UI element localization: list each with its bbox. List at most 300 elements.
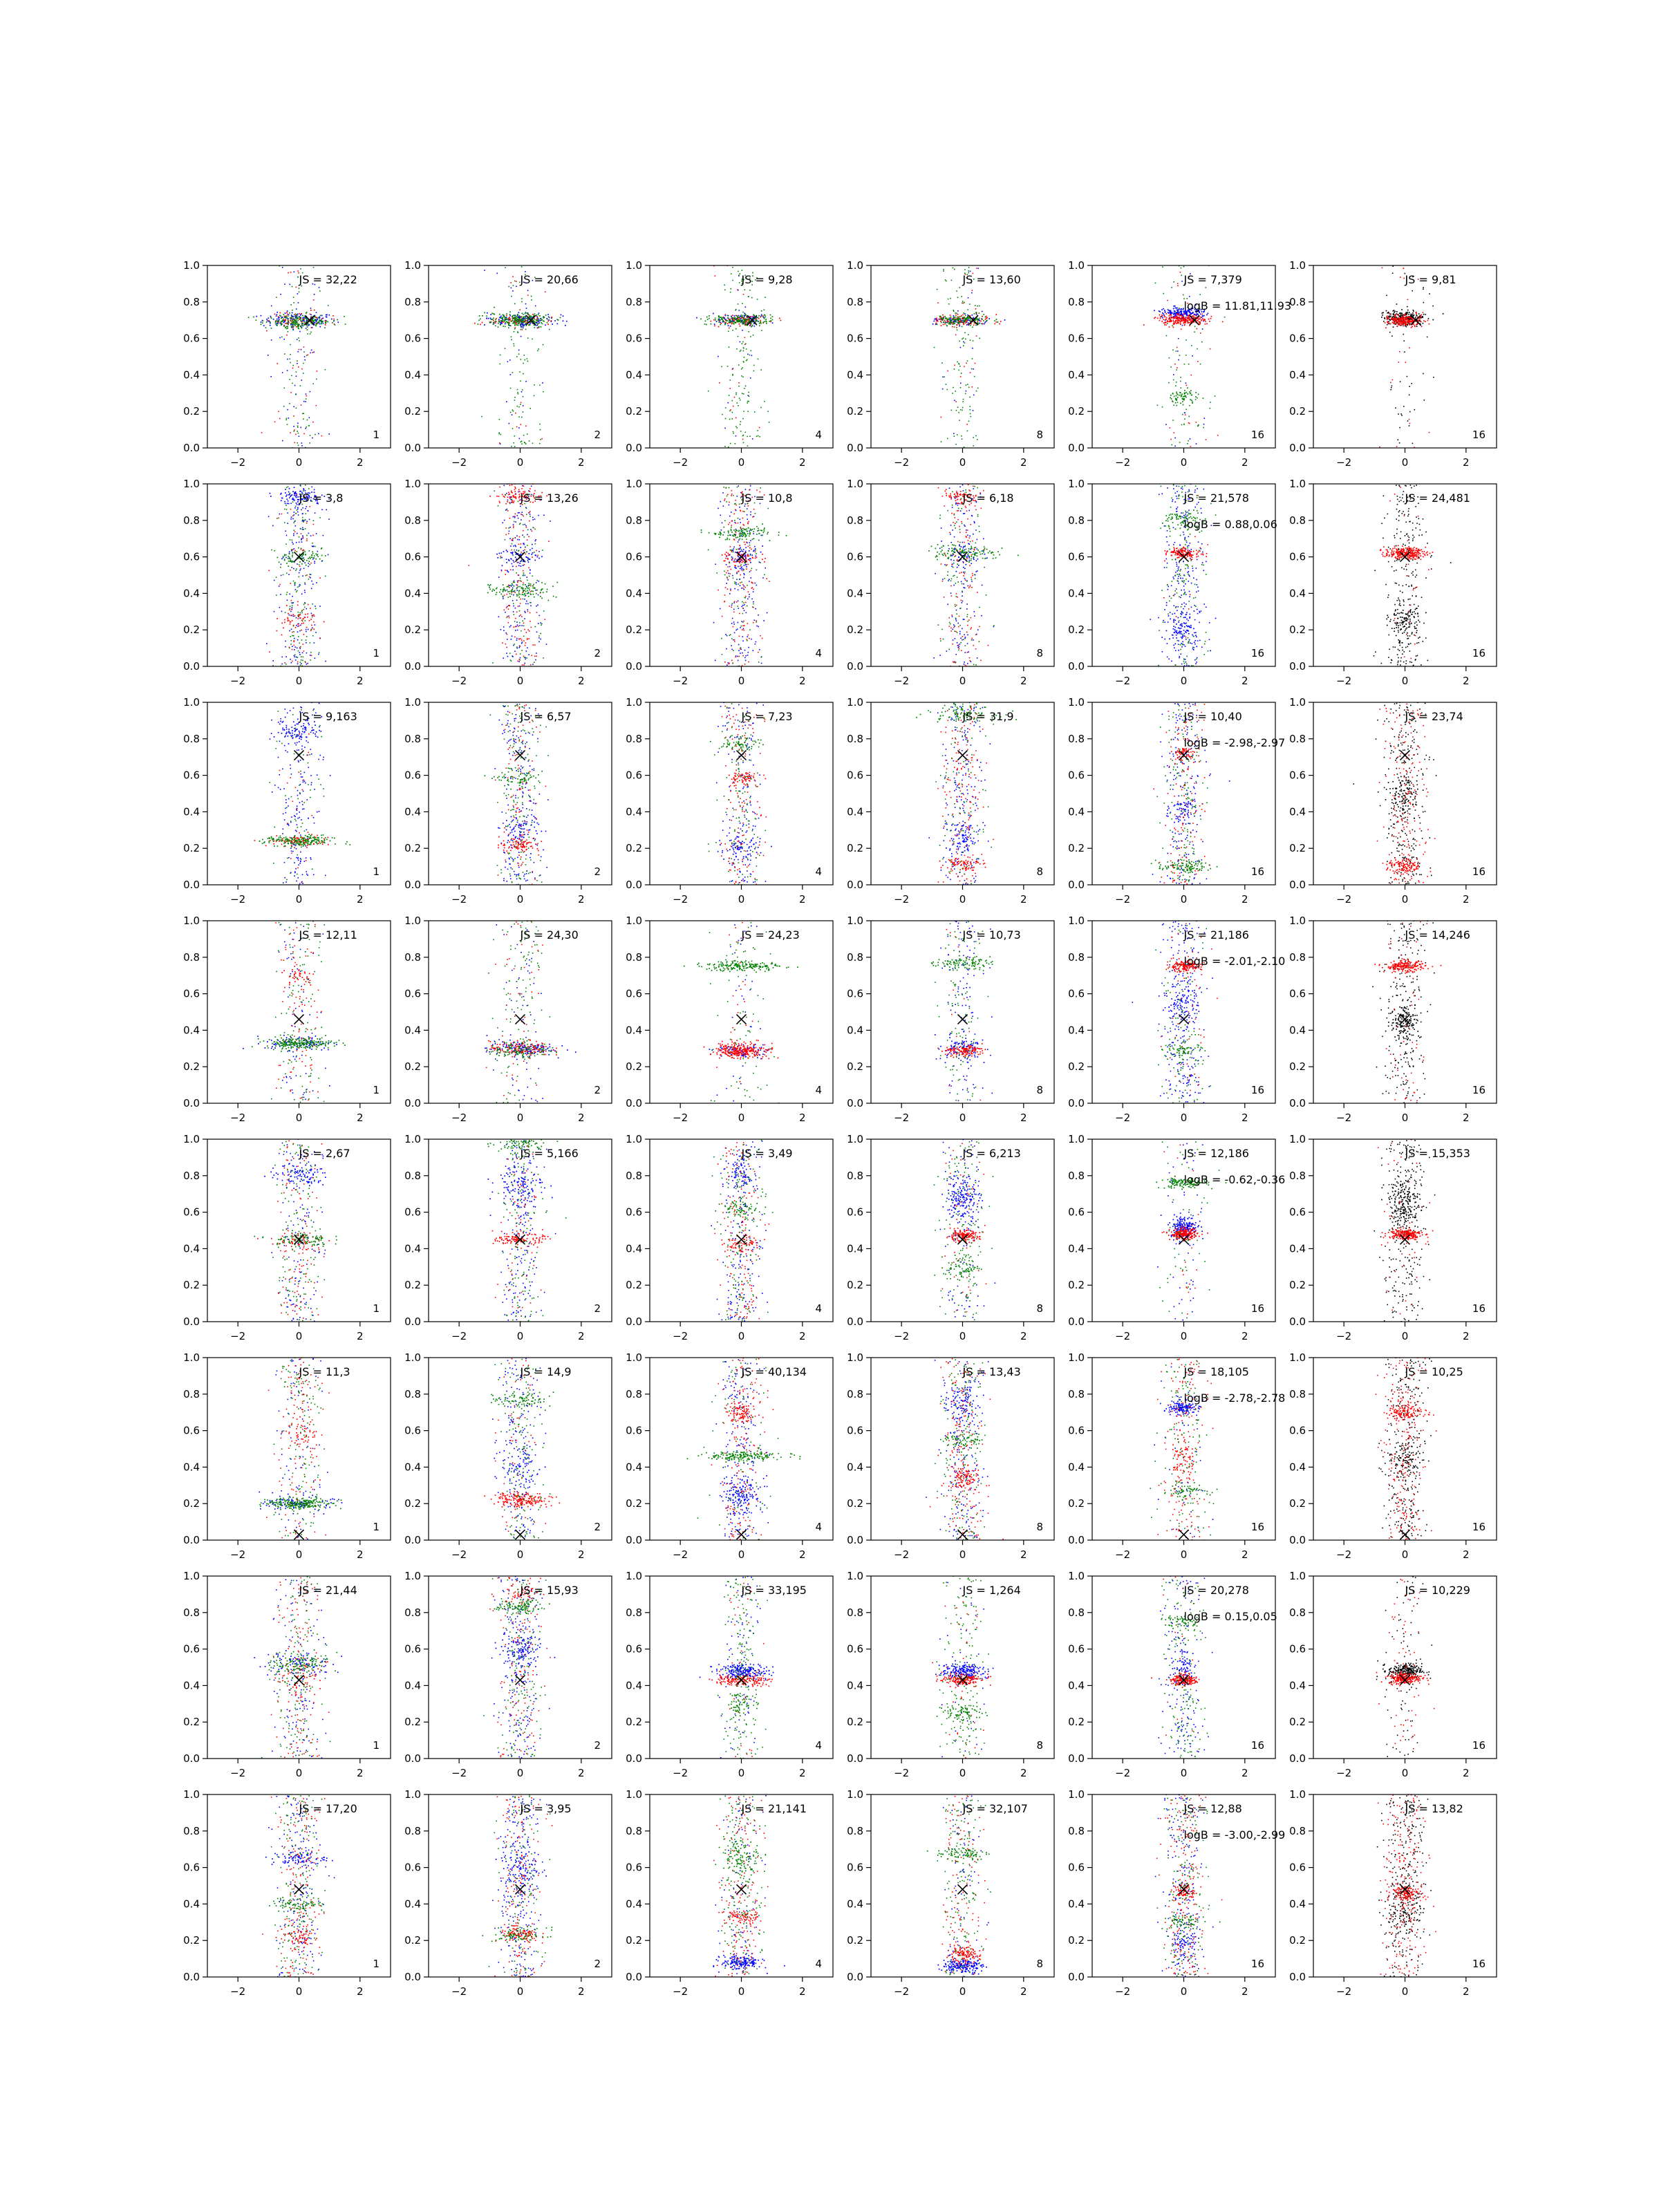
data-point (292, 661, 293, 662)
data-point (1405, 319, 1407, 321)
data-point (740, 421, 742, 422)
data-point (302, 315, 303, 317)
data-point (321, 318, 323, 319)
data-point (313, 321, 315, 323)
data-point (296, 375, 297, 377)
data-point (956, 312, 957, 314)
data-point (301, 563, 303, 565)
data-point (1187, 387, 1188, 388)
data-point (516, 646, 518, 648)
data-point (502, 494, 503, 496)
data-point (512, 540, 514, 541)
data-point (538, 637, 540, 639)
data-point (521, 581, 522, 582)
data-point (718, 317, 720, 318)
data-point (292, 491, 294, 492)
data-point (1192, 316, 1193, 317)
data-point (1403, 318, 1405, 319)
data-point (295, 496, 297, 497)
data-point (524, 550, 525, 551)
data-point (523, 411, 524, 413)
data-point (303, 644, 304, 645)
data-point (305, 583, 306, 585)
data-point (301, 368, 303, 370)
data-point (299, 288, 300, 289)
data-point (290, 640, 292, 641)
data-point (512, 583, 513, 585)
data-point (954, 320, 955, 321)
data-point (1180, 272, 1181, 273)
data-point (312, 554, 313, 556)
data-point (294, 615, 296, 617)
data-point (262, 322, 263, 324)
data-point (531, 627, 532, 628)
data-point (1407, 376, 1408, 377)
data-point (968, 334, 969, 335)
y-tick-label: 0.6 (847, 332, 863, 345)
data-point (755, 583, 756, 584)
data-point (738, 590, 739, 591)
data-point (279, 607, 281, 608)
data-point (272, 660, 274, 662)
data-point (546, 591, 547, 592)
data-point (977, 439, 978, 440)
data-point (540, 592, 541, 593)
data-point (311, 613, 312, 615)
data-point (525, 303, 527, 305)
data-point (311, 588, 312, 590)
y-tick-label: 0.2 (183, 405, 200, 418)
data-point (306, 653, 308, 654)
data-point (290, 320, 292, 321)
data-point (1167, 323, 1168, 324)
data-point (739, 282, 740, 283)
data-point (274, 611, 275, 612)
data-point (732, 321, 733, 323)
data-point (299, 585, 300, 587)
data-point (941, 441, 942, 442)
data-point (1382, 312, 1384, 313)
y-tick-label: 0.4 (847, 368, 863, 381)
data-point (1174, 323, 1176, 324)
data-point (539, 443, 541, 444)
data-point (760, 552, 762, 553)
data-point (737, 628, 738, 630)
data-point (281, 623, 283, 624)
data-point (526, 317, 527, 319)
data-point (529, 590, 530, 591)
data-point (292, 310, 293, 311)
data-point (944, 316, 946, 317)
data-point (746, 321, 747, 322)
data-point (1181, 424, 1183, 426)
data-point (276, 518, 278, 519)
data-point (486, 318, 487, 319)
data-point (290, 362, 291, 364)
data-point (505, 612, 506, 613)
data-point (733, 317, 734, 319)
data-point (534, 552, 535, 553)
data-point (1162, 267, 1163, 268)
data-point (735, 435, 737, 437)
data-point (1177, 285, 1179, 287)
data-point (534, 313, 536, 315)
data-point (286, 326, 288, 328)
data-point (1183, 322, 1185, 324)
data-point (503, 630, 505, 631)
data-point (491, 313, 493, 315)
data-point (995, 314, 997, 315)
data-point (953, 315, 955, 317)
data-point (479, 315, 480, 317)
data-point (527, 529, 529, 531)
data-point (522, 312, 523, 314)
data-point (524, 355, 525, 356)
data-point (312, 438, 313, 439)
data-point (298, 337, 299, 339)
data-point (303, 554, 304, 555)
data-point (1173, 321, 1174, 322)
data-point (313, 520, 315, 521)
data-point (284, 555, 285, 556)
data-point (545, 583, 546, 585)
cluster-c2 (935, 268, 1001, 424)
data-point (276, 618, 278, 619)
data-point (740, 341, 741, 343)
data-point (975, 435, 977, 437)
data-point (268, 570, 270, 572)
data-point (304, 592, 306, 593)
data-point (730, 589, 731, 590)
data-point (272, 525, 274, 527)
data-point (749, 597, 750, 598)
data-point (283, 326, 285, 327)
data-point (729, 319, 731, 320)
data-point (292, 494, 293, 496)
y-tick-label: 1.0 (1068, 259, 1085, 272)
data-point (934, 321, 935, 322)
data-point (753, 335, 754, 336)
data-point (513, 285, 514, 286)
data-point (299, 570, 301, 571)
data-point (511, 337, 512, 338)
data-point (503, 626, 505, 628)
corner-label: 4 (815, 429, 822, 441)
data-point (760, 369, 762, 371)
data-point (333, 319, 335, 320)
data-point (750, 512, 751, 513)
data-point (1383, 321, 1385, 322)
data-point (513, 538, 514, 539)
data-point (309, 550, 310, 552)
data-point (947, 438, 948, 440)
data-point (756, 641, 757, 643)
data-point (758, 435, 759, 437)
data-point (727, 635, 728, 637)
data-point (737, 656, 738, 657)
data-point (967, 384, 968, 385)
data-point (749, 547, 751, 549)
data-point (747, 514, 748, 516)
data-point (292, 602, 294, 603)
data-point (724, 285, 725, 286)
data-point (966, 424, 968, 425)
data-point (317, 323, 319, 324)
data-point (755, 608, 756, 610)
data-point (301, 533, 302, 534)
data-point (286, 563, 288, 564)
data-point (531, 554, 532, 555)
data-point (517, 314, 518, 315)
data-point (1382, 315, 1383, 316)
data-point (509, 503, 511, 505)
data-point (285, 317, 286, 318)
data-point (534, 644, 536, 646)
data-point (490, 317, 491, 319)
data-point (538, 320, 539, 321)
data-point (305, 519, 306, 521)
panel-r1-c5 (1068, 259, 1291, 469)
y-tick-label: 0.0 (1068, 442, 1085, 454)
data-point (315, 434, 316, 435)
data-point (964, 313, 966, 315)
data-point (969, 303, 971, 305)
data-point (295, 646, 297, 648)
data-point (965, 339, 966, 340)
data-point (745, 432, 747, 433)
data-point (295, 434, 297, 435)
data-point (730, 443, 731, 444)
data-point (525, 381, 527, 382)
data-point (526, 527, 527, 528)
data-point (312, 352, 314, 353)
data-point (312, 635, 314, 637)
data-point (314, 310, 315, 311)
data-point (1409, 419, 1410, 420)
data-point (937, 289, 938, 290)
data-point (968, 319, 969, 321)
data-point (1179, 320, 1180, 321)
data-point (1155, 317, 1156, 318)
data-point (303, 650, 305, 652)
data-point (1179, 308, 1180, 309)
data-point (289, 630, 290, 632)
data-point (286, 494, 288, 496)
data-point (281, 500, 282, 501)
data-point (1187, 443, 1188, 444)
data-point (500, 324, 501, 326)
data-point (725, 407, 727, 409)
data-point (1415, 317, 1416, 318)
x-tick-label: 2 (578, 456, 585, 469)
data-point (513, 524, 514, 525)
data-point (525, 554, 527, 555)
data-point (514, 322, 515, 324)
data-point (1182, 316, 1183, 317)
data-point (518, 393, 519, 395)
data-point (285, 323, 286, 324)
data-point (1162, 315, 1163, 317)
data-point (294, 583, 296, 585)
data-point (281, 318, 282, 319)
data-point (501, 570, 503, 572)
data-point (744, 289, 746, 290)
data-point (268, 317, 270, 319)
data-point (324, 320, 326, 321)
data-point (289, 648, 290, 649)
data-point (499, 503, 500, 504)
data-point (500, 557, 501, 559)
data-point (513, 606, 514, 607)
data-point (292, 323, 294, 324)
data-point (1181, 308, 1182, 310)
data-point (553, 596, 554, 597)
data-point (1181, 329, 1182, 330)
data-point (740, 350, 742, 351)
data-point (511, 339, 512, 341)
data-point (505, 318, 506, 319)
data-point (1186, 392, 1188, 393)
data-point (744, 315, 746, 316)
data-point (741, 566, 742, 568)
data-point (707, 319, 709, 320)
data-point (303, 363, 304, 364)
data-point (1175, 315, 1177, 316)
data-point (294, 431, 295, 432)
data-point (1159, 310, 1160, 312)
data-point (514, 397, 516, 398)
data-point (508, 494, 509, 496)
data-point (511, 491, 512, 493)
data-point (300, 528, 301, 529)
data-point (306, 535, 308, 536)
data-point (997, 321, 999, 323)
data-point (508, 608, 509, 610)
data-point (951, 280, 953, 281)
data-point (511, 540, 512, 541)
data-point (290, 606, 291, 607)
data-point (523, 328, 524, 329)
data-point (735, 568, 737, 569)
data-point (1423, 373, 1424, 375)
data-point (547, 321, 549, 322)
data-point (732, 330, 733, 331)
data-point (286, 487, 288, 489)
data-point (287, 314, 288, 315)
data-point (302, 527, 303, 529)
data-point (532, 530, 533, 532)
data-point (738, 650, 740, 651)
data-point (755, 644, 756, 645)
data-point (520, 638, 521, 639)
data-point (541, 598, 543, 599)
data-point (309, 620, 310, 621)
data-point (302, 519, 303, 521)
data-point (740, 585, 741, 586)
data-point (1173, 374, 1174, 375)
data-point (507, 361, 509, 362)
data-point (288, 574, 290, 575)
data-point (319, 559, 321, 560)
data-point (747, 599, 749, 600)
data-point (1170, 397, 1171, 399)
data-point (515, 546, 516, 547)
data-point (296, 371, 297, 373)
data-point (285, 646, 286, 648)
data-point (548, 541, 550, 542)
data-point (521, 554, 522, 555)
data-point (955, 315, 957, 316)
js-annotation: JS = 3,8 (299, 491, 344, 505)
data-point (310, 655, 311, 656)
data-point (509, 423, 510, 424)
data-point (1200, 314, 1201, 315)
data-point (732, 418, 733, 420)
data-point (955, 312, 956, 314)
data-point (953, 268, 954, 269)
data-point (293, 522, 294, 523)
data-point (302, 529, 303, 530)
data-point (287, 503, 288, 505)
data-point (937, 324, 938, 325)
data-point (519, 512, 521, 514)
data-point (296, 657, 297, 658)
data-point (298, 612, 299, 613)
corner-label: 16 (1472, 429, 1485, 441)
data-point (730, 292, 731, 293)
data-point (735, 322, 736, 324)
data-point (286, 323, 288, 324)
data-point (1388, 312, 1389, 314)
data-point (950, 322, 952, 324)
data-point (310, 316, 312, 317)
data-point (290, 624, 291, 625)
data-point (312, 556, 313, 558)
data-point (738, 336, 739, 337)
data-point (1199, 294, 1201, 295)
data-point (322, 321, 324, 322)
x-tick-label: −2 (230, 456, 245, 469)
data-point (532, 339, 533, 340)
data-point (716, 321, 718, 322)
data-point (280, 567, 281, 568)
data-point (523, 325, 525, 326)
data-point (296, 326, 297, 328)
cluster-c2 (474, 276, 552, 443)
data-point (742, 321, 743, 323)
data-point (311, 581, 312, 582)
data-point (563, 320, 564, 321)
data-point (506, 509, 507, 511)
data-point (1392, 317, 1394, 318)
data-point (523, 570, 524, 572)
data-point (306, 574, 308, 576)
data-point (960, 387, 962, 388)
data-point (1389, 313, 1391, 315)
data-point (289, 497, 290, 498)
data-point (521, 301, 523, 303)
data-point (1185, 355, 1187, 356)
data-point (983, 320, 984, 321)
data-point (1164, 317, 1165, 318)
data-point (525, 612, 526, 613)
data-point (1199, 323, 1201, 324)
data-point (735, 552, 736, 553)
data-point (953, 317, 955, 319)
data-point (742, 367, 743, 368)
data-point (735, 394, 737, 395)
data-point (292, 596, 293, 597)
